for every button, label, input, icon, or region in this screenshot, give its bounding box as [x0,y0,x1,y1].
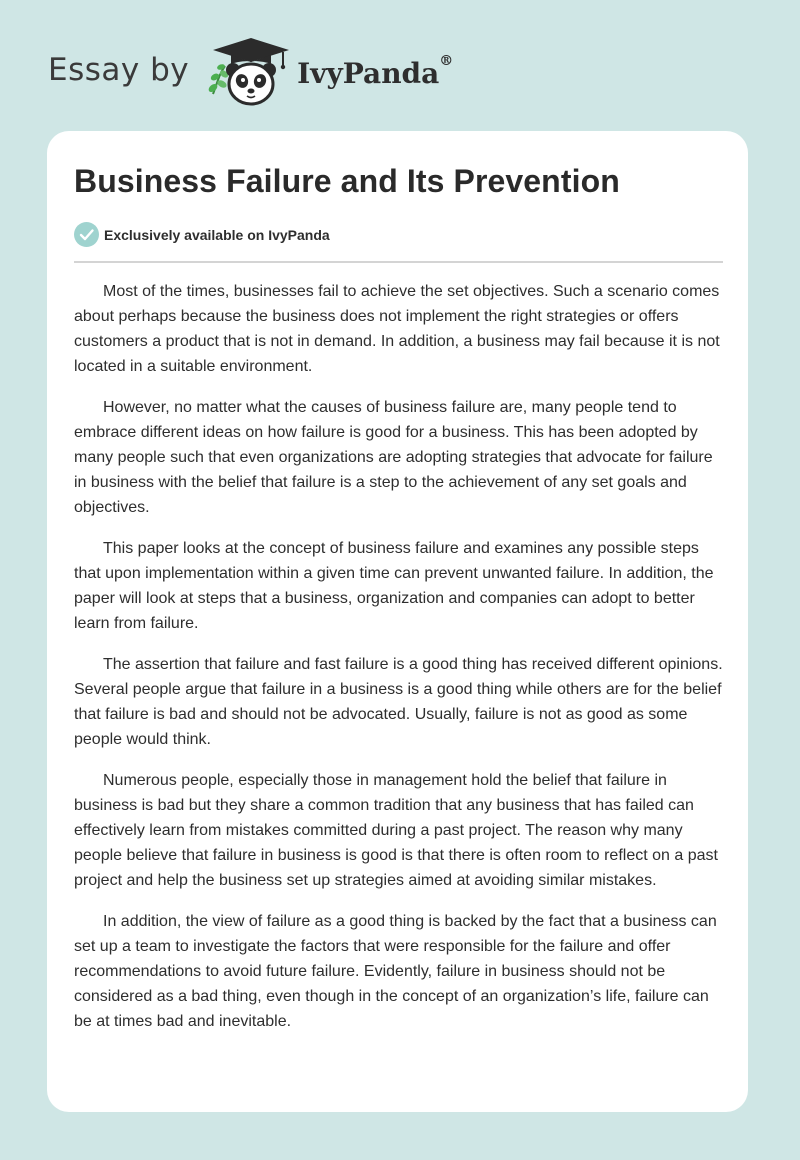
essay-by-label: Essay by [48,52,190,88]
essay-paragraph: However, no matter what the causes of business failure are, many people tend to embrace different ideas on how failure is good for a business. This has been adopted by many people such that even organizations are adopting strategies that advocate for failure in business with the belief that failure is a step to the achievement of any set goals and objectives. [74,399,713,516]
essay-body [74,279,726,1050]
panda-logo-icon[interactable] [203,36,295,108]
essay-paragraph: Numerous people, especially those in management hold the belief that failure in business is bad but they share a common tradition that any business that has failed can effectively learn from mistakes committed during a past project. The reason why many people believe that failure in business is good is that there is often room to reflect on a past project and help the business set up strategies aimed at avoiding similar mistakes. [74,772,718,889]
exclusive-badge [74,222,330,247]
essay-title: Business Failure and Its Prevention [74,163,620,199]
exclusive-label: Exclusively available on IvyPanda [104,226,330,243]
essay-paragraph: This paper looks at the concept of business failure and examines any possible steps that upon implementation within a given time can prevent unwanted failure. In addition, the paper will look at steps that a business, organization and companies can adopt to better learn from failure. [74,540,714,632]
essay-card [47,131,748,1112]
essay-paragraph: In addition, the view of failure as a good thing is backed by the fact that a business can set up a team to investigate the factors that were responsible for the failure and offer recommendations to avoid future failure. Evidently, failure in business should not be considered as a bad thing, even though in the concept of an organization’s life, failure can be at times bad and inevitable. [74,913,717,1030]
brand-name[interactable] [297,52,454,90]
brand-name-text: IvyPanda [297,56,440,90]
site-header [48,36,453,108]
essay-paragraph: The assertion that failure and fast failure is a good thing has received different opinions. Several people argue that failure in a business is a good thing while others are for the belief that failure is bad and should not be advocated. Usually, failure is not as good as some people would think. [74,656,723,748]
check-circle-icon [74,222,99,247]
essay-paragraph: Most of the times, businesses fail to achieve the set objectives. Such a scenario comes about perhaps because the business does not implement the right strategies or offers customers a product that is not in demand. In addition, a business may fail because it is not located in a suitable environment. [74,283,720,375]
registered-mark: ® [439,52,454,69]
title-divider [74,261,723,263]
